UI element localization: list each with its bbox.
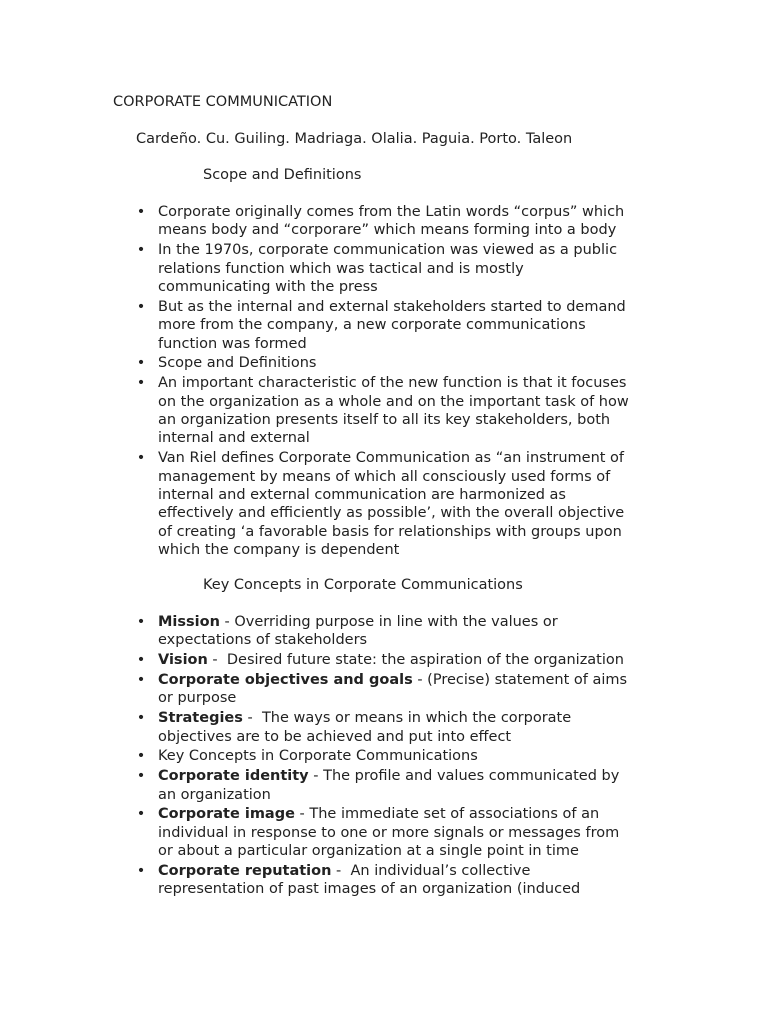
concept-term: Vision	[158, 652, 208, 669]
bullet-icon	[135, 709, 147, 727]
concept-definition: - The immediate set of associations of an	[294, 806, 600, 823]
list-item-line: An important characteristic of the new function is that it focuses	[158, 375, 627, 392]
list-item	[158, 805, 627, 860]
list-item-line: communicating with the press	[158, 279, 378, 296]
concept-definition: - An individual’s collective	[331, 863, 531, 880]
list-item-line	[158, 671, 627, 689]
list-item-line: internal and external	[158, 430, 310, 447]
author-list: Cardeño. Cu. Guiling. Madriaga. Olalia. Paguia. Porto. Taleon	[136, 131, 573, 147]
list-item-line: representation of past images of an organization (induced	[158, 881, 581, 898]
list-item-line: or purpose	[158, 690, 237, 707]
section-heading-key-concepts: Key Concepts in Corporate Communications	[203, 577, 523, 593]
concept-term: Corporate image	[158, 806, 295, 823]
concept-definition: - The ways or means in which the corporate	[242, 710, 572, 727]
concept-definition: - The profile and values communicated by	[308, 768, 620, 785]
list-item-line	[158, 862, 627, 880]
bullet-list-scope	[158, 203, 629, 560]
concept-definition: - Desired future state: the aspiration of the organization	[207, 652, 624, 669]
list-item	[158, 651, 627, 669]
list-item	[158, 709, 627, 746]
list-item-line: expectations of stakeholders	[158, 632, 368, 649]
bullet-icon	[135, 747, 147, 765]
list-item-line: objectives are to be achieved and put into effect	[158, 728, 512, 745]
list-item-line: means body and “corporare” which means forming into a body	[158, 222, 617, 239]
list-item	[158, 862, 627, 899]
list-item	[158, 374, 629, 448]
list-item-line: which the company is dependent	[158, 542, 400, 559]
list-item	[158, 354, 629, 372]
list-item	[158, 449, 629, 559]
bullet-icon	[135, 671, 147, 689]
list-item-line: But as the internal and external stakeholders started to demand	[158, 298, 626, 315]
list-item-line: Van Riel defines Corporate Communication as “an instrument of	[158, 450, 625, 467]
section-heading-scope: Scope and Definitions	[203, 167, 362, 183]
bullet-icon	[135, 374, 147, 392]
list-item-line: effectively and efficiently as possible’, with the overall objective	[158, 505, 625, 522]
list-item-line: Key Concepts in Corporate Communications	[158, 748, 478, 765]
list-item-line: internal and external communication are harmonized as	[158, 487, 566, 504]
bullet-icon	[135, 651, 147, 669]
list-item-line: individual in response to one or more signals or messages from	[158, 824, 620, 841]
list-item	[158, 671, 627, 708]
list-item-line	[158, 767, 627, 785]
concept-term: Corporate objectives and goals	[158, 672, 413, 688]
concept-term: Corporate identity	[158, 768, 309, 785]
list-item-line: function was formed	[158, 335, 307, 352]
list-item	[158, 767, 627, 804]
list-item	[158, 298, 629, 353]
list-item-line: an organization	[158, 786, 271, 803]
list-item-line: on the organization as a whole and on the important task of how	[158, 393, 629, 410]
list-item-line	[158, 805, 627, 823]
concept-definition: - Overriding purpose in line with the values or	[219, 614, 558, 630]
list-item-line: relations function which was tactical and is mostly	[158, 260, 524, 277]
list-item	[158, 747, 627, 765]
list-item-line: more from the company, a new corporate communications	[158, 317, 586, 334]
bullet-icon	[135, 354, 147, 372]
list-item	[158, 613, 627, 650]
list-item-line	[158, 709, 627, 727]
bullet-icon	[135, 298, 147, 316]
list-item-line: Corporate originally comes from the Latin words “corpus” which	[158, 204, 625, 220]
list-item	[158, 241, 629, 296]
concept-term: Corporate reputation	[158, 863, 332, 880]
concept-definition: - (Precise) statement of aims	[412, 672, 628, 688]
list-item-line	[158, 651, 627, 669]
concept-term: Strategies	[158, 710, 243, 727]
concept-term: Mission	[158, 614, 220, 630]
list-item-line: or about a particular organization at a single point in time	[158, 843, 579, 860]
bullet-icon	[135, 862, 147, 880]
document-title: CORPORATE COMMUNICATION	[113, 94, 333, 110]
list-item-line: management by means of which all consciously used forms of	[158, 468, 611, 485]
bullet-icon	[135, 449, 147, 467]
list-item-line: Scope and Definitions	[158, 355, 317, 372]
list-item-line: of creating ‘a favorable basis for relationships with groups upon	[158, 523, 622, 540]
bullet-icon	[135, 203, 147, 221]
list-item-line	[158, 613, 627, 631]
list-item-line: In the 1970s, corporate communication was viewed as a public	[158, 242, 618, 259]
bullet-icon	[135, 613, 147, 631]
bullet-icon	[135, 767, 147, 785]
list-item-line: an organization presents itself to all its key stakeholders, both	[158, 412, 611, 429]
list-item	[158, 203, 629, 240]
bullet-icon	[135, 241, 147, 259]
bullet-list-key-concepts	[158, 613, 627, 899]
bullet-icon	[135, 805, 147, 823]
